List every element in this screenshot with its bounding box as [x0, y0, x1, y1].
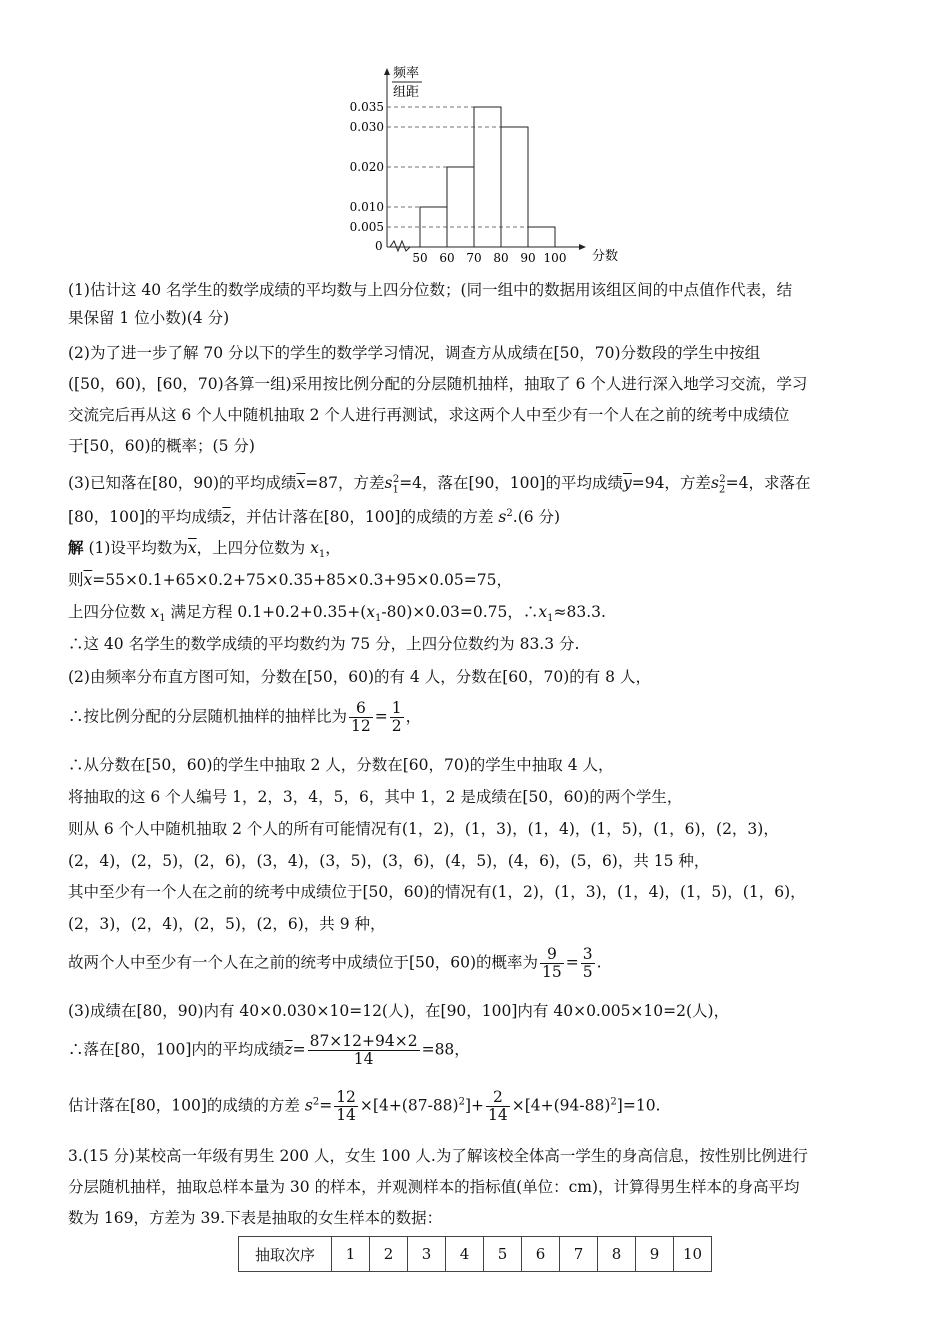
y-tick-label: 0.010 — [349, 200, 384, 214]
table-cell: 1 — [332, 1237, 370, 1272]
question-1-line-2: 果保留 1 位小数)(4 分) — [68, 309, 230, 327]
question-2-line-4: 于[50，60)的概率；(5 分) — [68, 437, 255, 455]
x-bar: $\overline{x}$ — [296, 474, 306, 493]
y-tick-label: 0.035 — [349, 100, 384, 114]
x-tick-label: 90 — [520, 251, 536, 265]
y-tick-label: 0.030 — [349, 120, 384, 134]
table-cell: 8 — [598, 1237, 636, 1272]
solution-line-3: 上四分位数 $x_1$ 满足方程 $0.1+0.2+0.35+(x_1-80)\times 0.03=0.75$，$\therefore x_1\approx 83.3$. — [68, 603, 606, 625]
histogram-bar — [528, 227, 555, 247]
solution-line-2: 则$\overline{x}=55\times 0.1+65\times 0.2+75\times 0.35+85\times 0.3+95\times 0.05=75$， — [68, 571, 512, 589]
table-cell: 4 — [446, 1237, 484, 1272]
solution-line-13: 故两个人中至少有一个人在之前的统考中成绩位于[50，60)的概率为 $\frac{9}{15}$ = $\frac{3}{5}$ . — [68, 945, 602, 981]
question-3-line-2: [80，100]的平均成绩$\overline{z}$，并估计落在[80，100]的成绩的方差 $s^2.(6$ 分) — [68, 508, 561, 527]
problem-3-line-3: 数为 169，方差为 39.下表是抽取的女生样本的数据： — [68, 1209, 443, 1227]
y-tick-label: 0.020 — [349, 160, 384, 174]
question-2-line-2: ([50，60)，[60，70)各算一组)采用按比例分配的分层随机抽样，抽取了 6 个人进行深入地学习交流，学习 — [68, 375, 808, 393]
x-tick-label: 50 — [412, 251, 428, 265]
x-tick-label: 80 — [493, 251, 509, 265]
y-bar: $\overline{y}$ — [622, 474, 632, 493]
problem-3-line-1: 3.(15 分)某校高一年级有男生 200 人，女生 100 人.为了解该校全体高一学生的身高信息，按性别比例进行 — [68, 1147, 808, 1165]
question-2-line-1: (2)为了进一步了解 70 分以下的学生的数学学习情况，调查方从成绩在[50，70)分数段的学生中按组 — [68, 344, 761, 362]
fraction-12-14: $\frac{12}{14}$ — [336, 1088, 356, 1124]
solution-line-16: 估计落在[80，100]的成绩的方差 $s^2=$ $\frac{12}{14}$ $\times[4+(87-88)^2]+$ $\frac{2}{14}$ $\times[4+(94-88)^2]=10$. — [68, 1088, 661, 1124]
y-axis-label-top: 频率 — [393, 66, 420, 81]
solution-line-6: ∴按比例分配的分层随机抽样的抽样比为 $\frac{6}{12}$ = $\frac{1}{2}$ ， — [68, 699, 422, 735]
fraction-3-5: $\frac{3}{5}$ — [582, 945, 593, 981]
solution-line-5: (2)由频率分布直方图可知，分数在[50，60)的有 4 人，分数在[60，70)的有 8 人， — [68, 668, 651, 686]
table-cell: 9 — [636, 1237, 674, 1272]
y-tick-label: 0.005 — [349, 220, 384, 234]
origin-label: 0 — [375, 239, 383, 253]
histogram-bar — [474, 107, 501, 247]
x-tick-label: 60 — [439, 251, 455, 265]
axis-break-mark — [390, 241, 410, 251]
solution-label: 解 — [68, 539, 84, 557]
fraction-1-2: $\frac{1}{2}$ — [391, 699, 402, 735]
table-cell: 3 — [408, 1237, 446, 1272]
fraction-9-15: $\frac{9}{15}$ — [542, 945, 562, 981]
table-header-cell: 抽取次序 — [239, 1237, 332, 1272]
table-cell: 2 — [370, 1237, 408, 1272]
solution-line-11: 其中至少有一个人在之前的统考中成绩位于[50，60)的情况有(1，2)，(1，3)，(1，4)，(1，5)，(1，6)， — [68, 883, 806, 901]
question-1-line-1: (1)估计这 40 名学生的数学成绩的平均数与上四分位数；(同一组中的数据用该组区间的中点值作代表，结 — [68, 281, 793, 299]
female-sample-table — [238, 1236, 712, 1272]
fraction-6-12: $\frac{6}{12}$ — [351, 699, 371, 735]
solution-line-9: 则从 6 个人中随机抽取 2 个人的所有可能情况有(1，2)，(1，3)，(1，4)，(1，5)，(1，6)，(2，3)， — [68, 820, 779, 838]
z-bar: $\overline{z}$ — [222, 508, 231, 527]
solution-line-8: 将抽取的这 6 个人编号 1，2，3，4，5，6，其中 1，2 是成绩在[50，60)的两个学生， — [68, 788, 683, 806]
x-tick-label: 70 — [466, 251, 482, 265]
table-cell: 5 — [484, 1237, 522, 1272]
histogram-bar — [501, 127, 528, 247]
question-3-line-1: (3)已知落在[80，90)的平均成绩$\overline{x}=87$，方差$s_1^2=4$，落在[90，100]的平均成绩$\overline{y}=94$，方差$s_2^2=4$，求落在 — [68, 474, 811, 496]
fraction-weighted-mean: $\frac{87\times 12+94\times 2}{14}$ — [309, 1032, 418, 1068]
solution-line-4: ∴这 40 名学生的数学成绩的平均数约为 75 分，上四分位数约为 83.3 分. — [68, 635, 580, 653]
frequency-histogram — [330, 60, 630, 270]
table-cell: 10 — [674, 1237, 712, 1272]
x-tick-label: 100 — [543, 251, 567, 265]
solution-line-12: (2，3)，(2，4)，(2，5)，(2，6)，共 9 种， — [68, 915, 386, 933]
solution-line-1: 解 (1)设平均数为$\overline{x}$，上四分位数为 $x_1$， — [68, 539, 341, 561]
solution-line-7: ∴从分数在[50，60)的学生中抽取 2 人，分数在[60，70)的学生中抽取 4 人， — [68, 756, 614, 774]
solution-line-15: ∴落在[80，100]内的平均成绩$\overline{z}=$ $\frac{87\times 12+94\times 2}{14}$ =88， — [68, 1032, 470, 1068]
table-row — [239, 1237, 712, 1272]
solution-line-10: (2，4)，(2，5)，(2，6)，(3，4)，(3，5)，(3，6)，(4，5)，(4，6)，(5，6)，共 15 种， — [68, 852, 710, 870]
x-axis-arrow — [579, 244, 586, 250]
histogram-bar — [447, 167, 474, 247]
fraction-2-14: $\frac{2}{14}$ — [488, 1088, 508, 1124]
solution-line-14: (3)成绩在[80，90)内有 40×0.030×10=12(人)，在[90，100]内有 40×0.005×10=2(人)， — [68, 1002, 730, 1020]
table-cell: 6 — [522, 1237, 560, 1272]
y-axis-arrow — [384, 68, 390, 75]
x-axis-label: 分数 — [592, 249, 619, 264]
question-2-line-3: 交流完后再从这 6 个人中随机抽取 2 个人进行再测试，求这两个人中至少有一个人在之前的统考中成绩位 — [68, 406, 790, 424]
table-cell: 7 — [560, 1237, 598, 1272]
problem-3-line-2: 分层随机抽样，抽取总样本量为 30 的样本，并观测样本的指标值(单位：cm)，计算得男生样本的身高平均 — [68, 1178, 800, 1196]
y-axis-label-bottom: 组距 — [393, 85, 420, 100]
